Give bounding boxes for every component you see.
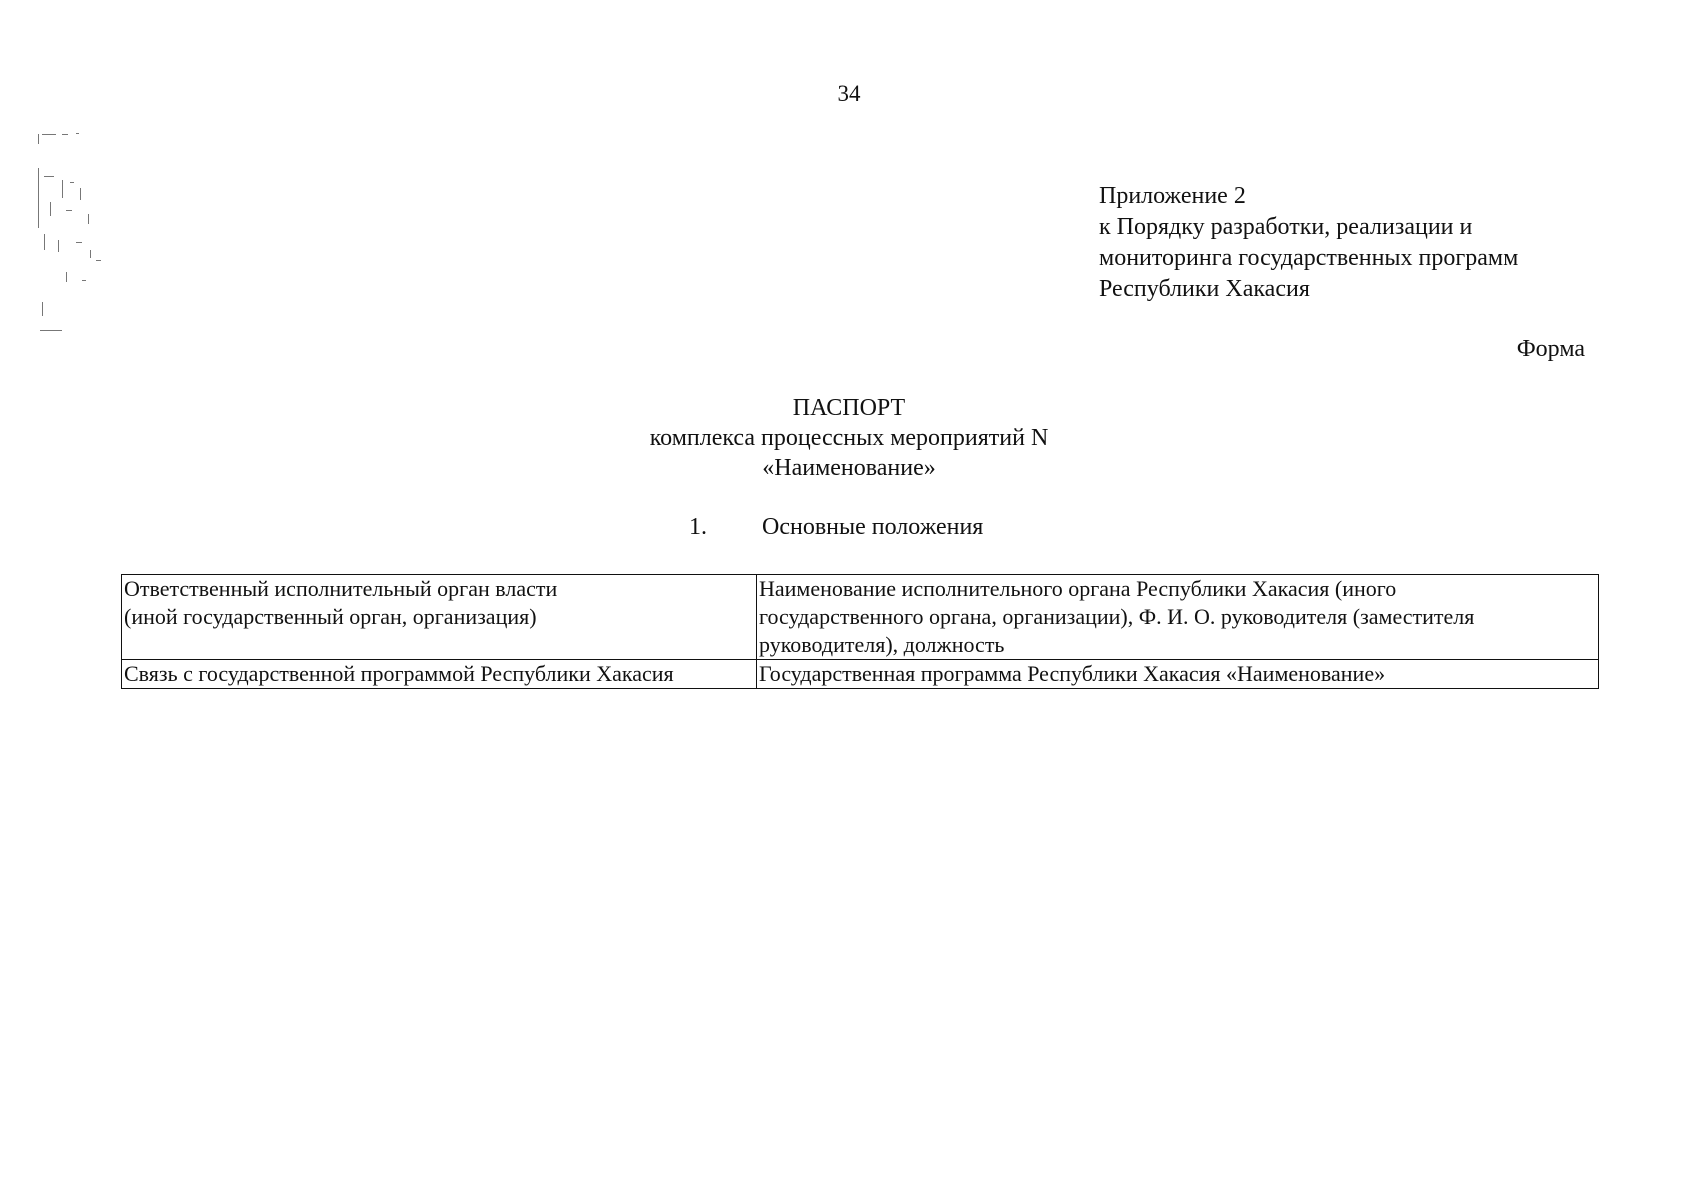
- cell-line: Наименование исполнительного органа Республики Хакасия (иного: [759, 576, 1397, 601]
- appendix-line: мониторинга государственных программ: [1099, 245, 1519, 271]
- cell-line: Связь с государственной программой Республики Хакасия: [124, 661, 674, 686]
- table-cell-label: [122, 575, 757, 660]
- cell-line: руководителя), должность: [759, 632, 1005, 657]
- title-line: ПАСПОРТ: [792, 395, 906, 421]
- section-heading: [689, 512, 983, 542]
- table-row: [122, 660, 1599, 689]
- cell-line: государственного органа, организации), Ф. И. О. руководителя (заместителя: [759, 604, 1475, 629]
- appendix-line: к Порядку разработки, реализации и: [1099, 214, 1473, 240]
- title-line: комплекса процессных мероприятий N: [649, 425, 1049, 451]
- form-label: Форма: [1516, 336, 1585, 362]
- appendix-reference: [1099, 181, 1518, 305]
- document-title: [0, 393, 1698, 483]
- table-cell-label: [122, 660, 757, 689]
- scan-noise-marks: [36, 130, 116, 350]
- table-cell-value: [757, 575, 1599, 660]
- page-number: 34: [837, 81, 861, 106]
- appendix-line: Республики Хакасия: [1099, 276, 1310, 302]
- cell-line: Ответственный исполнительный орган власти: [124, 576, 558, 601]
- section-title: Основные положения: [762, 514, 984, 540]
- table-cell-value: [757, 660, 1599, 689]
- title-line: «Наименование»: [762, 455, 936, 481]
- basic-provisions-table: [121, 574, 1599, 689]
- cell-line: (иной государственный орган, организация): [124, 604, 537, 629]
- appendix-line: Приложение 2: [1099, 183, 1246, 209]
- table-row: [122, 575, 1599, 660]
- section-number: 1.: [689, 514, 707, 540]
- cell-line: Государственная программа Республики Хакасия «Наименование»: [759, 661, 1386, 686]
